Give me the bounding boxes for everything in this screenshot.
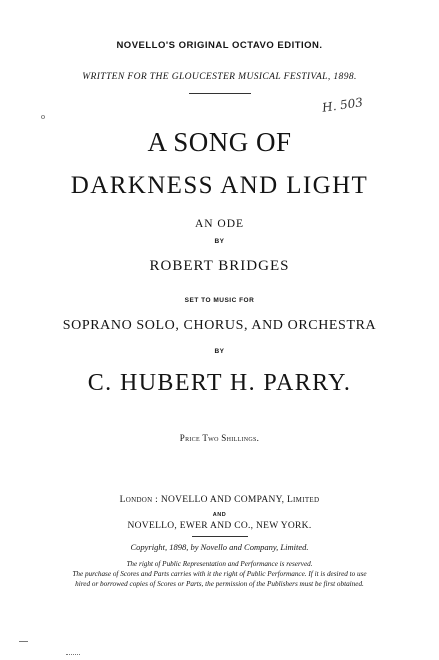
scan-mark-left — [19, 641, 28, 642]
rights-line-2: The purchase of Scores and Parts carries with it the right of Public Performance. If it is desired to use — [72, 570, 367, 578]
by-label-author: BY — [214, 238, 225, 245]
price: Price Two Shillings. — [179, 433, 260, 443]
publisher-limited: Limited — [286, 495, 320, 505]
scoring: SOPRANO SOLO, CHORUS, AND ORCHESTRA — [62, 318, 377, 333]
stray-mark: o — [41, 112, 45, 121]
title-line-1: A SONG OF — [147, 127, 292, 157]
rights-line-1: The right of Public Representation and Performance is reserved. — [126, 560, 313, 568]
composer-name: C. HUBERT H. PARRY. — [87, 370, 352, 396]
rights-line-3: hired or borrowed copies of Scores or Parts, the permission of the Publishers must be first obtained. — [75, 580, 364, 588]
copyright: Copyright, 1898, by Novello and Company, Limited. — [130, 542, 309, 552]
festival-line: WRITTEN FOR THE GLOUCESTER MUSICAL FESTIVAL, 1898. — [82, 72, 357, 82]
publisher-name: NOVELLO AND COMPANY, — [160, 495, 285, 505]
publisher-line — [0, 495, 439, 505]
work-form: AN ODE — [194, 218, 245, 230]
title-line-2: DARKNESS AND LIGHT — [70, 172, 369, 199]
decorative-rule-bottom — [192, 536, 248, 537]
edition-series: NOVELLO'S ORIGINAL OCTAVO EDITION. — [116, 40, 323, 51]
scan-mark-bottom — [66, 654, 80, 655]
handwritten-shelfmark: H. 503 — [321, 95, 364, 115]
new-york-publisher: NOVELLO, EWER AND CO., NEW YORK. — [127, 521, 312, 531]
and-label: AND — [212, 512, 227, 518]
decorative-rule-top — [189, 93, 251, 94]
set-to-music-label: SET TO MUSIC FOR — [184, 297, 255, 304]
by-label-composer: BY — [214, 348, 225, 355]
author-name: ROBERT BRIDGES — [149, 258, 290, 274]
publisher-city: London : — [119, 495, 159, 505]
